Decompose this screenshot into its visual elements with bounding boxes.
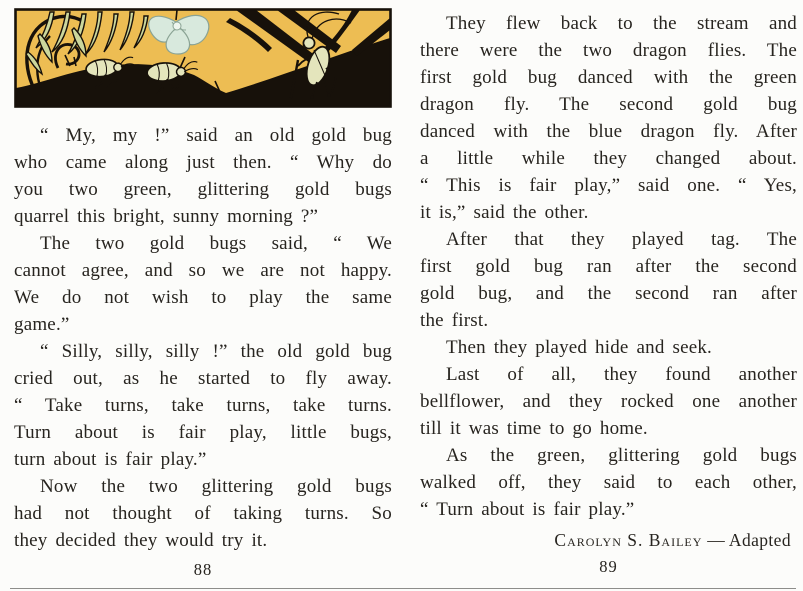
text-line: They flew back to the stream and bbox=[446, 13, 797, 34]
text-line: who came along just then. “ Why do bbox=[14, 152, 392, 173]
text-line: “ My, my !” said an old gold bug bbox=[40, 125, 392, 146]
text-line: first gold bug danced with the green bbox=[420, 67, 797, 88]
paragraph bbox=[420, 10, 797, 226]
text-line: you two green, glittering gold bugs bbox=[14, 179, 392, 200]
text-line: had not thought of taking turns. So bbox=[14, 503, 392, 524]
paragraph bbox=[14, 122, 392, 230]
text-line: danced with the blue dragon fly. After bbox=[420, 121, 797, 142]
text-line: till it was time to go home. bbox=[420, 418, 648, 439]
text-line: Then they played hide and seek. bbox=[446, 337, 713, 358]
text-line: the first. bbox=[420, 310, 489, 331]
text-line: bellflower, and they rocked one another bbox=[420, 391, 797, 412]
page-number-left: 88 bbox=[193, 560, 213, 579]
text-line: there were the two dragon flies. The bbox=[420, 40, 797, 61]
text-line: Now the two glittering gold bugs bbox=[40, 476, 392, 497]
left-page bbox=[14, 8, 392, 580]
text-line: After that they played tag. The bbox=[446, 229, 797, 250]
author-name: Carolyn S. Bailey bbox=[554, 530, 703, 550]
text-line: quarrel this bright, sunny morning ?” bbox=[14, 206, 319, 227]
text-line: Last of all, they found another bbox=[446, 364, 797, 385]
right-page-text bbox=[420, 10, 797, 523]
text-line: they decided they would try it. bbox=[14, 530, 268, 551]
text-line: first gold bug ran after the second bbox=[420, 256, 797, 277]
text-line: it is,” said the other. bbox=[420, 202, 589, 223]
paragraph bbox=[14, 473, 392, 554]
paragraph bbox=[14, 230, 392, 338]
paragraph bbox=[420, 226, 797, 334]
paragraph bbox=[420, 442, 797, 523]
text-line: cried out, as he started to fly away. bbox=[14, 368, 392, 389]
author-attribution bbox=[420, 530, 797, 551]
attribution-suffix: — Adapted bbox=[702, 530, 791, 550]
text-line: gold bug, and the second ran after bbox=[420, 283, 797, 304]
text-line: As the green, glittering gold bugs bbox=[446, 445, 797, 466]
story-illustration bbox=[14, 8, 392, 108]
text-line: turn about is fair play.” bbox=[14, 449, 207, 470]
text-line: “ Silly, silly, silly !” the old gold bug bbox=[40, 341, 392, 362]
text-line: walked off, they said to each other, bbox=[420, 472, 797, 493]
text-line: Turn about is fair play, little bugs, bbox=[14, 422, 392, 443]
page-number-right: 89 bbox=[599, 557, 618, 576]
text-line: The two gold bugs said, “ We bbox=[40, 233, 392, 254]
paragraph bbox=[420, 361, 797, 442]
paragraph bbox=[14, 338, 392, 473]
text-line: “ Take turns, take turns, take turns. bbox=[14, 395, 392, 416]
text-line: “ This is fair play,” said one. “ Yes, bbox=[420, 175, 797, 196]
text-line: We do not wish to play the same bbox=[14, 287, 392, 308]
text-line: dragon fly. The second gold bug bbox=[420, 94, 797, 115]
page-edge-line bbox=[10, 588, 796, 589]
paragraph bbox=[420, 334, 797, 361]
left-page-text bbox=[14, 122, 392, 554]
text-line: cannot agree, and so we are not happy. bbox=[14, 260, 392, 281]
text-line: “ Turn about is fair play.” bbox=[420, 499, 635, 520]
right-page bbox=[420, 8, 797, 577]
text-line: a little while they changed about. bbox=[420, 148, 797, 169]
text-line: game.” bbox=[14, 314, 70, 335]
